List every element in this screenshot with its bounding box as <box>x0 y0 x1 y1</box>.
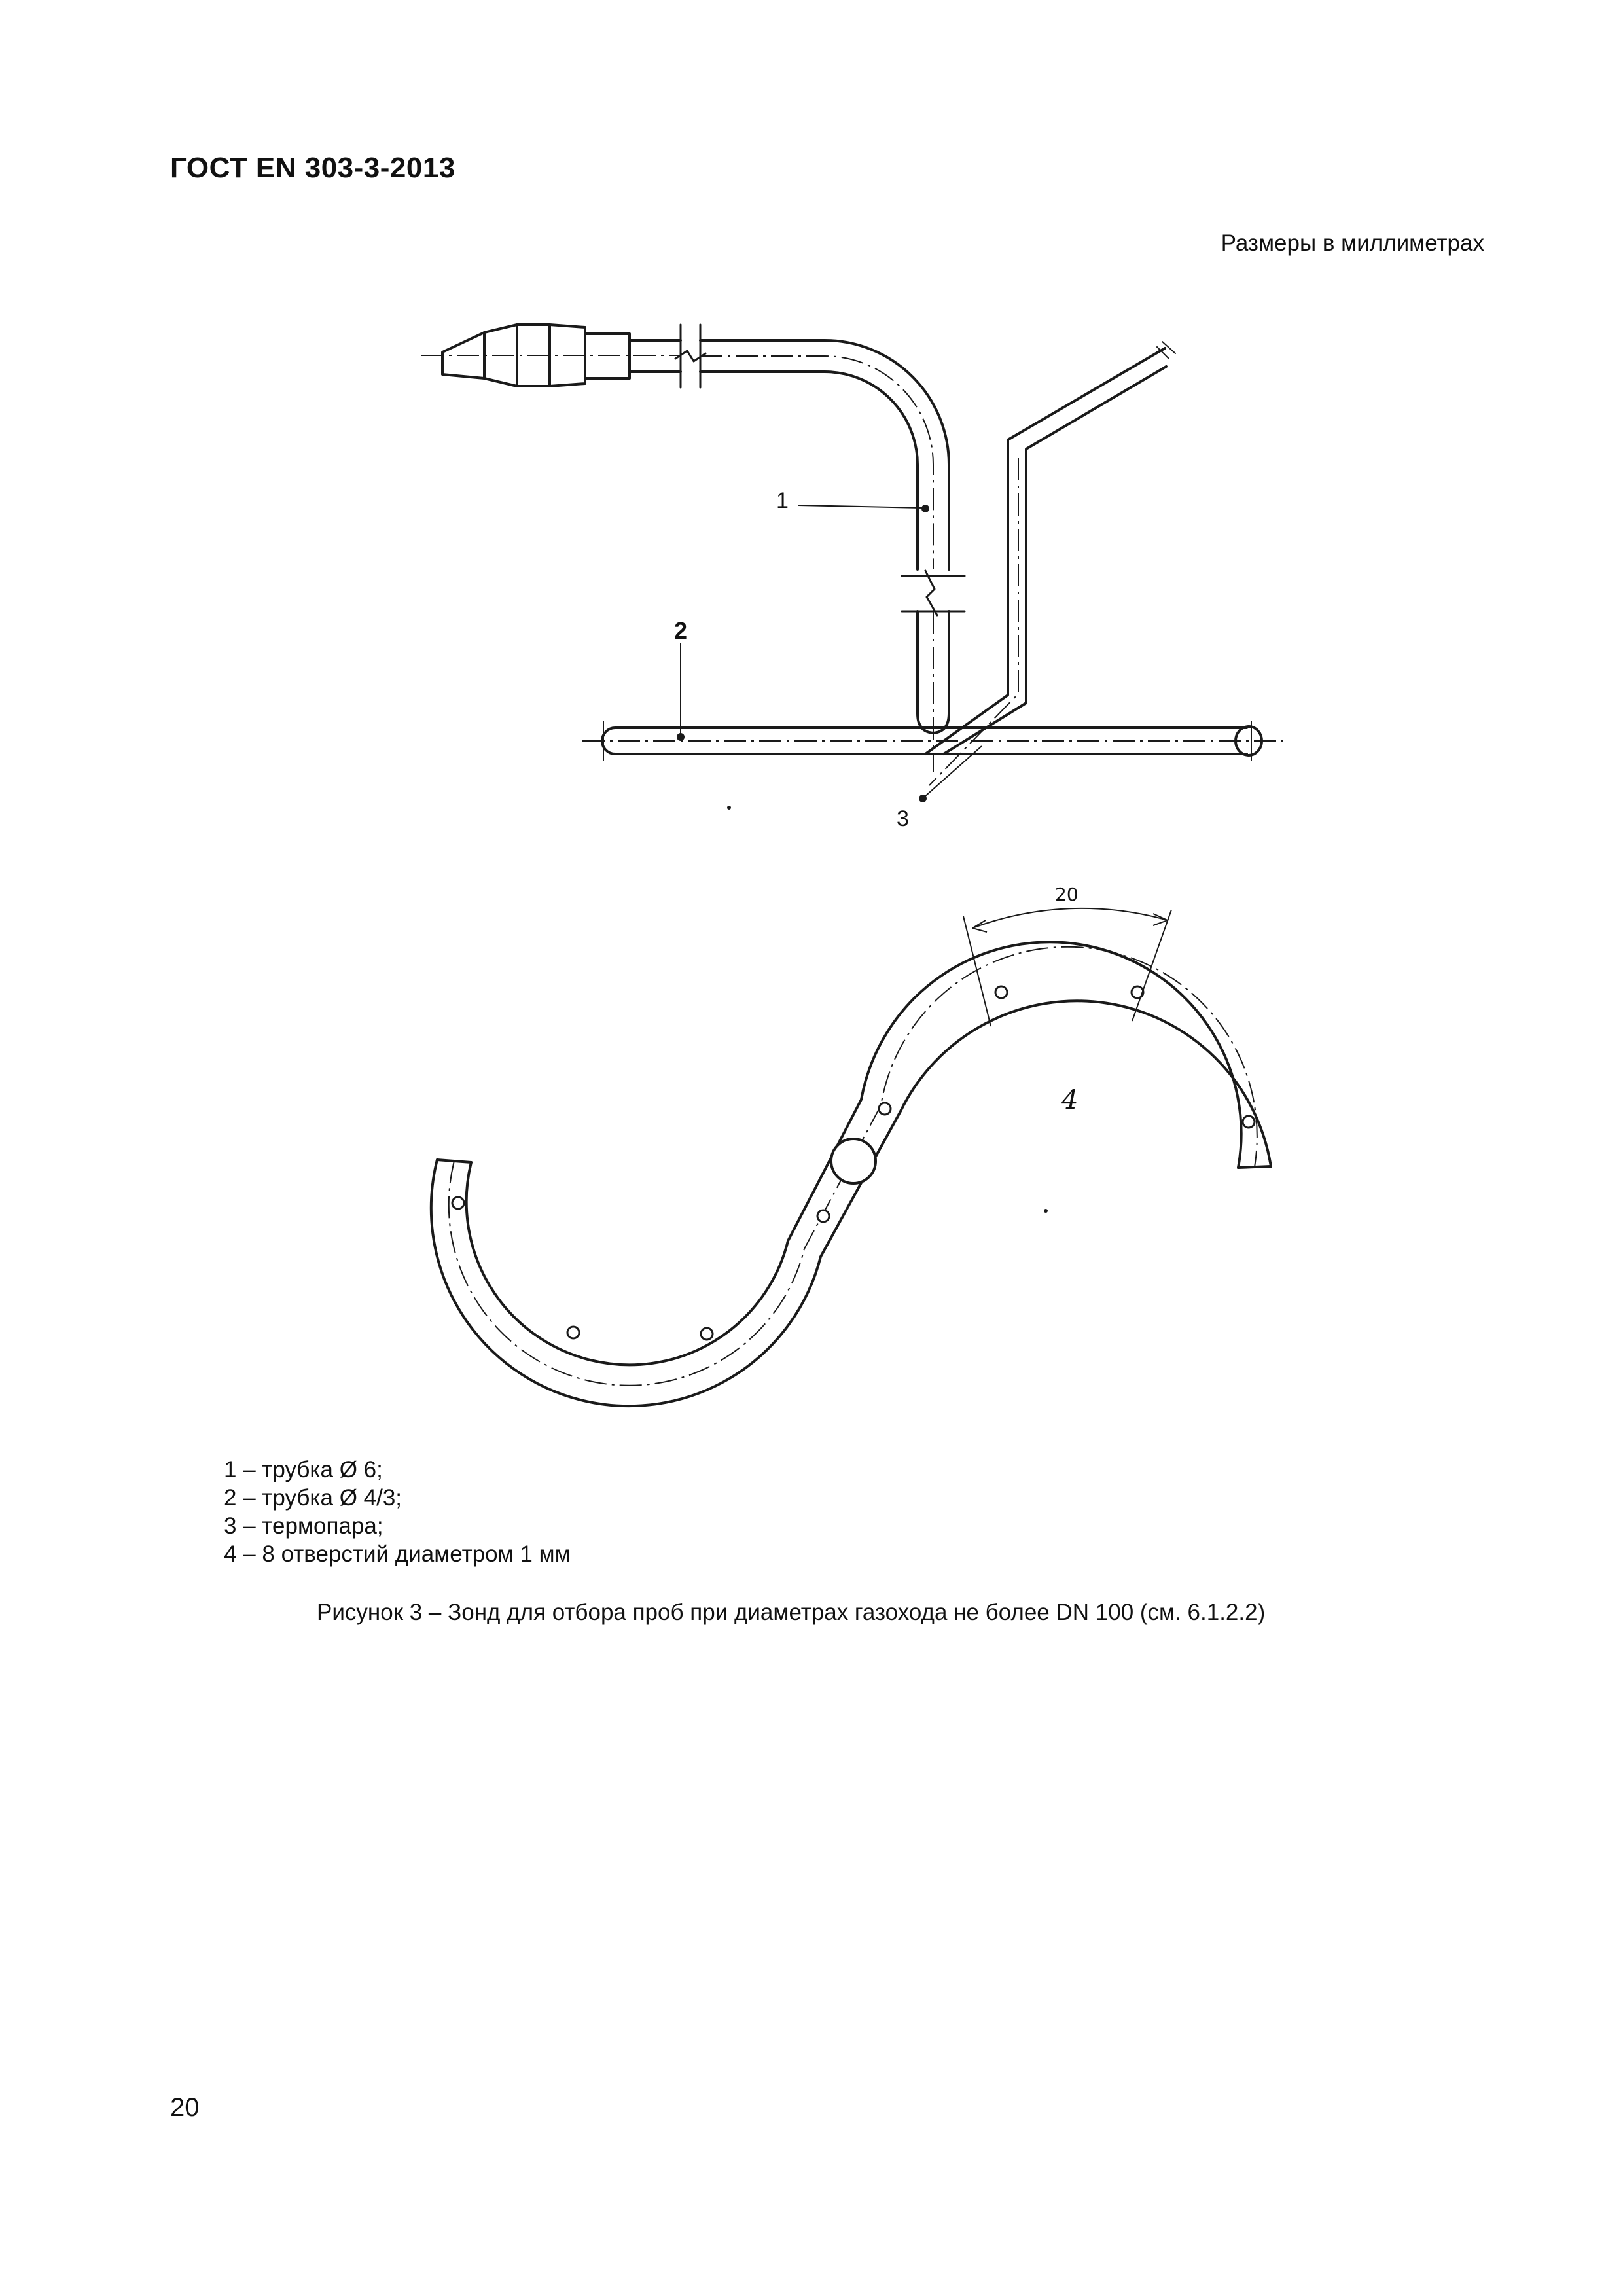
dimension-20: 20 <box>1055 884 1079 905</box>
callout-1: 1 <box>776 488 789 513</box>
legend-item: 4 – 8 отверстий диаметром 1 мм <box>224 1541 571 1567</box>
legend <box>224 1456 571 1568</box>
callout-3: 3 <box>897 806 909 831</box>
callout-4: 4 <box>1061 1085 1079 1115</box>
legend-item: 2 – трубка Ø 4/3; <box>224 1485 402 1511</box>
figure-caption: Рисунок 3 – Зонд для отбора проб при диаметрах газохода не более DN 100 (см. 6.1.2.2) <box>317 1600 1266 1625</box>
document-title: ГОСТ EN 303-3-2013 <box>170 152 455 184</box>
page-number: 20 <box>170 2093 200 2122</box>
units-note: Размеры в миллиметрах <box>1221 230 1484 256</box>
callout-2: 2 <box>674 617 688 644</box>
legend-item: 1 – трубка Ø 6; <box>224 1457 383 1482</box>
legend-item: 3 – термопара; <box>224 1513 383 1539</box>
